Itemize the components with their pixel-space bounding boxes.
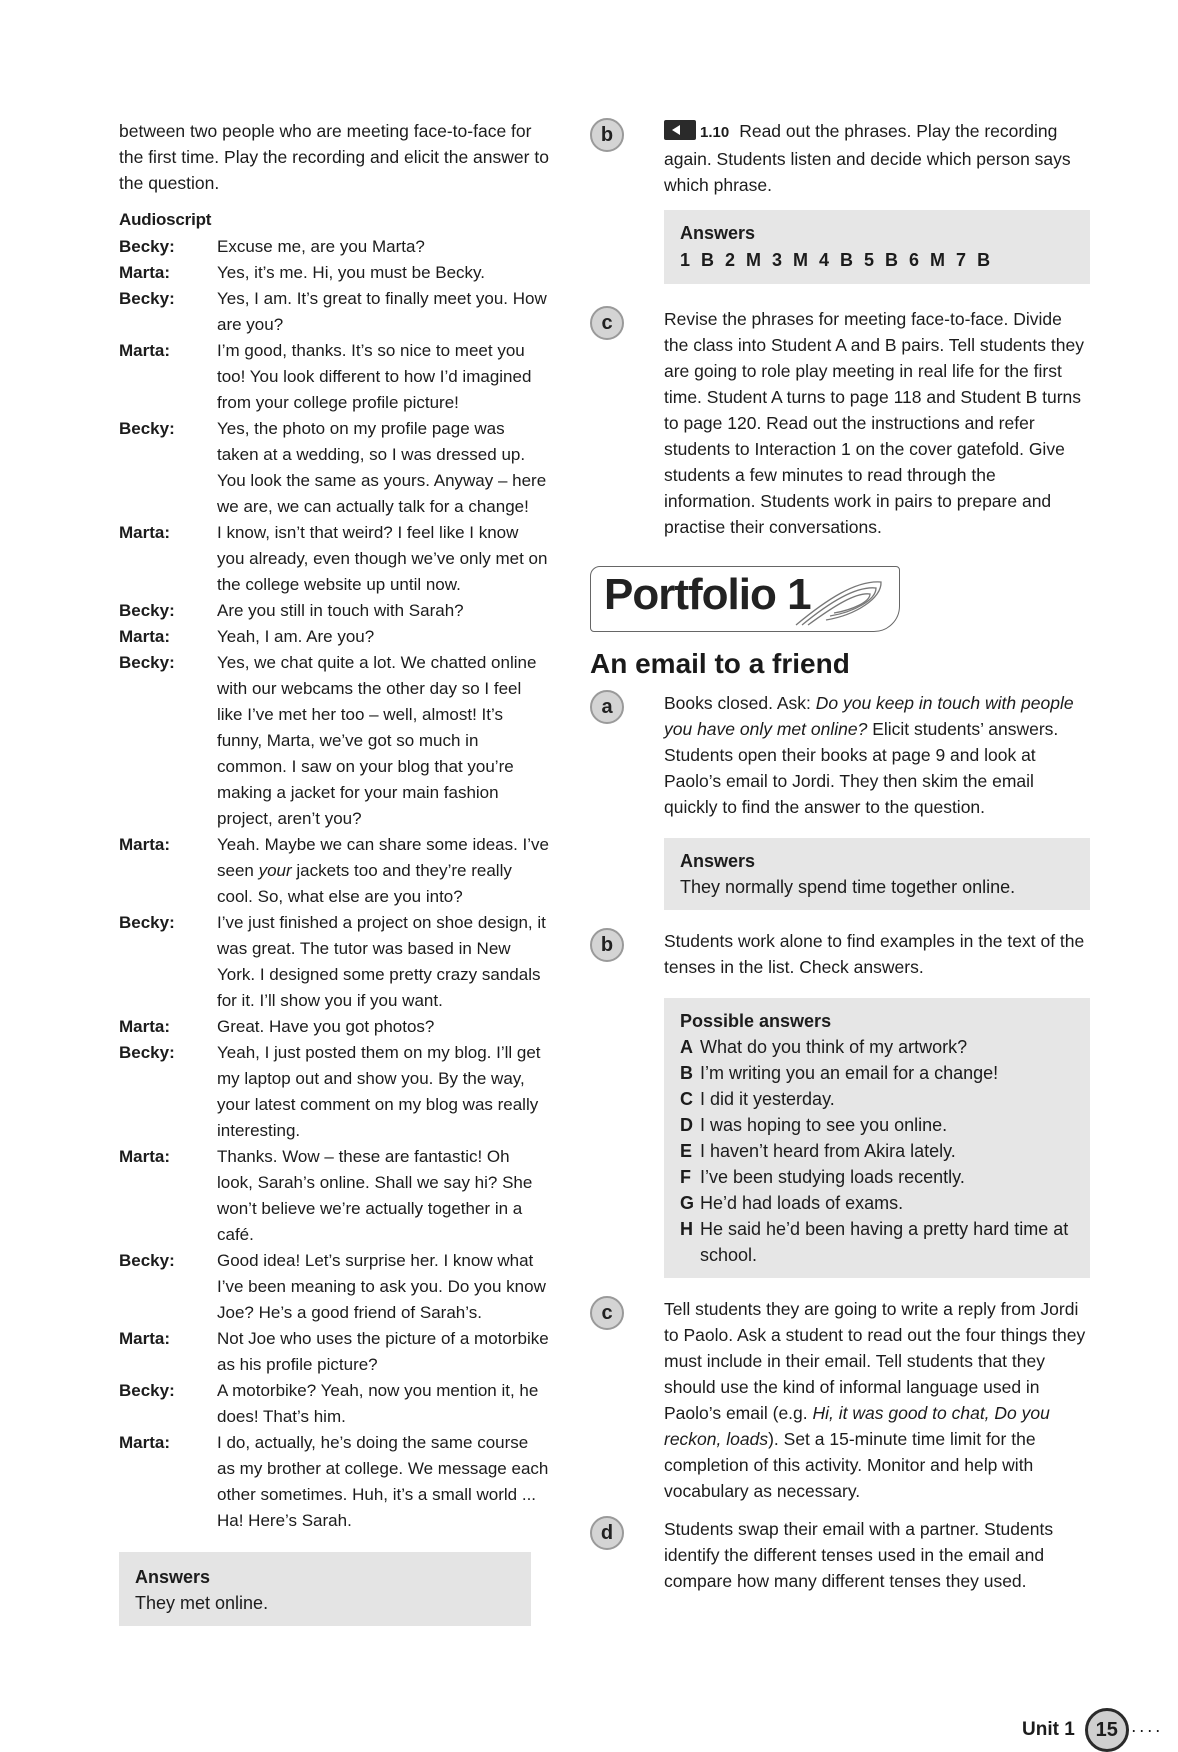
dialogue [119,234,549,1534]
audioscript-heading: Audioscript [119,210,212,229]
speaker-name: Becky: [119,1251,175,1270]
item-text: I haven’t heard from Akira lately. [700,1141,956,1161]
dialogue-line [119,650,549,832]
dialogue-line [119,1040,549,1144]
item-letter: F [680,1167,691,1187]
answers-codes: 1 B 2 M 3 M 4 B 5 B 6 M 7 B [680,250,994,270]
dialogue-text: I know, isn’t that weird? I feel like I know you already, even though we’ve only met on the college website up until now. [217,523,548,594]
possible-answer-item [680,1164,1074,1190]
speaker-name: Becky: [119,1043,175,1062]
speaker-name: Marta: [119,627,171,646]
left-column [119,118,549,1626]
item-text: He said he’d been having a pretty hard time at school. [700,1219,1069,1265]
audio-icon [664,120,696,140]
dialogue-text: I do, actually, he’s doing the same course as my brother at college. We message each other sometimes. Huh, it’s a small world ... Ha! Here’s Sarah. [217,1433,549,1530]
dialogue-text: A motorbike? Yeah, now you mention it, he does! That’s him. [217,1381,539,1426]
portfolio-subtitle: An email to a friend [590,648,850,679]
possible-answer-item [680,1138,1074,1164]
item-text: I’ve been studying loads recently. [700,1167,965,1187]
possible-answer-item [680,1086,1074,1112]
swirl-graphic [786,570,886,630]
item-letter: H [680,1219,693,1239]
right-column [590,118,1090,1594]
item-text: I did it yesterday. [700,1089,835,1109]
dialogue-line [119,910,549,1014]
activity-letter-badge: c [590,1296,624,1330]
page-footer [1022,1708,1163,1752]
activity-letter-badge: b [590,118,624,152]
track-number: 1.10 [700,124,730,141]
possible-answers-list [680,1034,1074,1268]
activity-text: Books closed. Ask: Do you keep in touch with people you have only met online? Elicit students’ answers. Students open their books at page 9 and look at Paolo’s email to Jordi. They then skim the email quickly to find the answer to the question. [664,693,1074,817]
activity-c1 [590,306,1090,540]
dialogue-text: Thanks. Wow – these are fantastic! Oh look, Sarah’s online. Shall we say hi? She won’t believe we’re actually together in a café. [217,1147,533,1244]
speaker-name: Marta: [119,1017,171,1036]
item-letter: B [680,1063,693,1083]
activity-b1 [590,118,1090,284]
dialogue-text: Yes, it’s me. Hi, you must be Becky. [217,263,486,282]
speaker-name: Becky: [119,913,175,932]
dialogue-text: Not Joe who uses the picture of a motorbike as his profile picture? [217,1329,549,1374]
activity-text: Students swap their email with a partner. Students identify the different tenses used in the email and compare how many different tenses they used. [664,1519,1054,1591]
possible-answers-box [664,998,1090,1278]
intro-paragraph: between two people who are meeting face-to-face for the first time. Play the recording and elicit the answer to the question. [119,121,549,193]
speaker-name: Becky: [119,237,175,256]
item-letter: C [680,1089,693,1109]
item-letter: G [680,1193,695,1213]
item-text: I was hoping to see you online. [700,1115,948,1135]
item-letter: E [680,1141,693,1161]
item-text: He’d had loads of exams. [700,1193,904,1213]
dialogue-line [119,416,549,520]
activity-text: Students work alone to find examples in the text of the tenses in the list. Check answers. [664,931,1085,977]
dialogue-text: Yes, the photo on my profile page was taken at a wedding, so I was dressed up. You look the same as yours. Anyway – here we are, we can actually talk for a change! [217,419,547,516]
unit-label: Unit 1 [1022,1719,1075,1740]
activity-letter-badge: d [590,1516,624,1550]
page-number: 15 [1085,1708,1129,1752]
dialogue-text: Yes, I am. It’s great to finally meet you. How are you? [217,289,547,334]
dialogue-line [119,598,549,624]
item-text: I’m writing you an email for a change! [700,1063,999,1083]
answers-heading: Possible answers [680,1011,832,1031]
answers-heading: Answers [135,1567,211,1587]
activity-b2 [590,928,1090,1278]
answers-box-left [119,1552,531,1626]
activity-letter-badge: a [590,690,624,724]
dialogue-line [119,338,549,416]
dialogue-text: Yes, we chat quite a lot. We chatted online with our webcams the other day so I feel like I’ve met her too – well, almost! It’s funny, Marta, we’ve got so much in common. I saw on your blog that you’re making a jacket for your main fashion project, aren’t you? [217,653,537,828]
dialogue-line [119,234,549,260]
speaker-name: Marta: [119,1147,171,1166]
answers-box [664,838,1090,910]
dialogue-line [119,1248,549,1326]
dialogue-line [119,1430,549,1534]
dialogue-text: Yeah, I just posted them on my blog. I’ll get my laptop out and show you. By the way, your latest comment on my blog was really interesting. [217,1043,541,1140]
speaker-name: Becky: [119,419,175,438]
portfolio-banner [590,566,900,634]
activity-c2 [590,1296,1090,1504]
speaker-name: Becky: [119,289,175,308]
speaker-name: Marta: [119,1329,171,1348]
item-text: What do you think of my artwork? [700,1037,968,1057]
dialogue-line [119,624,549,650]
possible-answer-item [680,1190,1074,1216]
speaker-name: Marta: [119,523,171,542]
dialogue-text: Good idea! Let’s surprise her. I know what I’ve been meaning to ask you. Do you know Joe? He’s a good friend of Sarah’s. [217,1251,546,1322]
dialogue-line [119,1378,549,1430]
answers-heading: Answers [680,851,756,871]
answers-heading: Answers [680,223,756,243]
dialogue-line [119,832,549,910]
dialogue-text: I’m good, thanks. It’s so nice to meet you too! You look different to how I’d imagined from your college profile picture! [217,341,532,412]
dialogue-text: Are you still in touch with Sarah? [217,601,464,620]
item-letter: D [680,1115,693,1135]
activity-text: Revise the phrases for meeting face-to-face. Divide the class into Student A and B pairs. Tell students they are going to role play meeting in real life for the first time. Student A turns to page 118 and Student B turns to page 120. Read out the instructions and refer students to Interaction 1 on the cover gatefold. Give students a few minutes to read through the information. Students work in pairs to prepare and practise their conversations. [664,309,1084,537]
dialogue-line [119,286,549,338]
possible-answer-item [680,1112,1074,1138]
answers-text: They met online. [135,1593,269,1613]
answers-text: They normally spend time together online. [680,877,1016,897]
speaker-name: Marta: [119,835,171,854]
speaker-name: Becky: [119,601,175,620]
activity-text: 1.10 Read out the phrases. Play the recording again. Students listen and decide which person says which phrase. [664,121,1071,195]
dialogue-text: Excuse me, are you Marta? [217,237,425,256]
possible-answer-item [680,1060,1074,1086]
speaker-name: Marta: [119,1433,171,1452]
dialogue-text: Yeah. Maybe we can share some ideas. I’ve seen your jackets too and they’re really cool. So, what else are you into? [217,835,550,906]
dialogue-text: Great. Have you got photos? [217,1017,435,1036]
dialogue-line [119,1014,549,1040]
answers-box [664,210,1090,284]
possible-answer-item [680,1034,1074,1060]
possible-answer-item [680,1216,1074,1268]
activity-a2 [590,690,1090,910]
footer-dots: ···· [1130,1719,1163,1740]
dialogue-line [119,520,549,598]
activity-d2 [590,1516,1090,1594]
dialogue-line [119,1144,549,1248]
activity-letter-badge: c [590,306,624,340]
speaker-name: Marta: [119,263,171,282]
speaker-name: Becky: [119,1381,175,1400]
dialogue-text: I’ve just finished a project on shoe design, it was great. The tutor was based in New York. I designed some pretty crazy sandals for it. I’ll show you if you want. [217,913,546,1010]
dialogue-line [119,260,549,286]
speaker-name: Becky: [119,653,175,672]
activity-text: Tell students they are going to write a reply from Jordi to Paolo. Ask a student to read out the four things they must include in their email. Tell students that they should use the kind of informal language used in Paolo’s email (e.g. Hi, it was good to chat, Do you reckon, loads). Set a 15-minute time limit for the completion of this activity. Monitor and help with vocabulary as necessary. [664,1299,1086,1501]
dialogue-text: Yeah, I am. Are you? [217,627,375,646]
activity-letter-badge: b [590,928,624,962]
item-letter: A [680,1037,693,1057]
dialogue-line [119,1326,549,1378]
portfolio-title: Portfolio 1 [604,570,811,619]
speaker-name: Marta: [119,341,171,360]
